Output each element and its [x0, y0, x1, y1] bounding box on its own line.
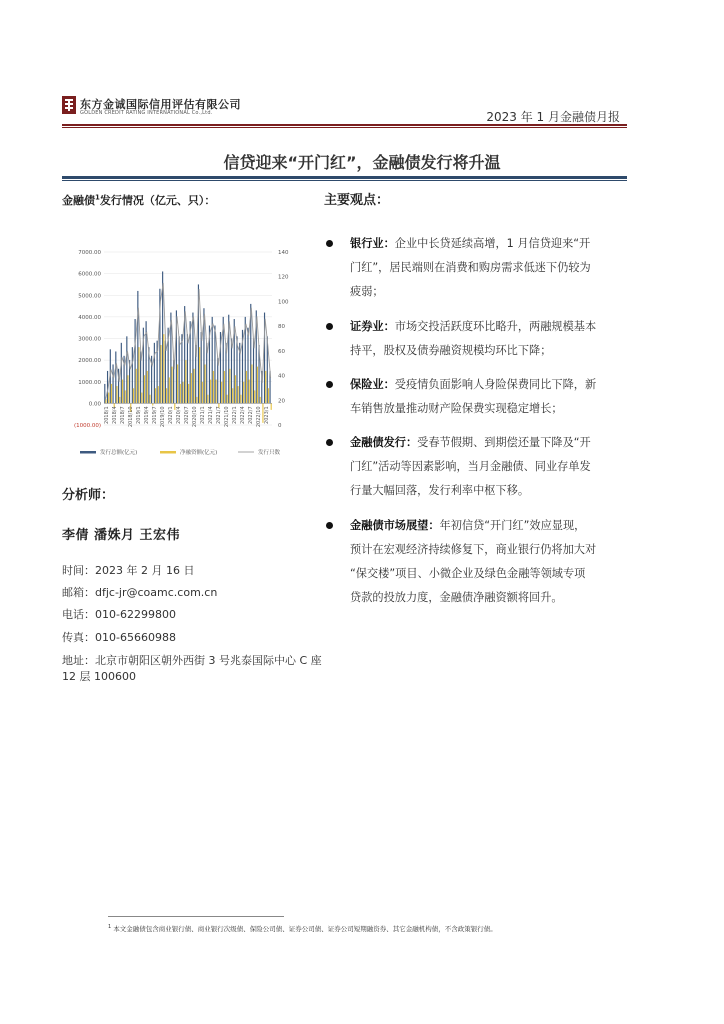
bullet-icon — [326, 522, 333, 529]
bullet-icon — [326, 381, 333, 388]
bar-net — [149, 395, 150, 404]
contact-phone: 电话：010-62299800 — [62, 608, 176, 621]
legend-swatch-total — [80, 451, 96, 454]
bar-total — [181, 334, 182, 403]
x-tick-label: 2021/7 — [216, 406, 222, 424]
bar-total — [214, 326, 215, 404]
bar-net — [191, 373, 192, 403]
bar-net — [235, 375, 236, 403]
chart-title: 金融债$^1$发行情况（亿元、只）： — [62, 193, 216, 207]
bar-net — [199, 347, 200, 403]
bar-total — [132, 347, 133, 403]
bar-net — [169, 377, 170, 403]
bar-net — [243, 382, 244, 404]
bar-net — [116, 386, 117, 403]
left-tick-label: 6000.00 — [78, 271, 101, 278]
bar-net — [260, 397, 261, 403]
bar-net — [141, 393, 142, 404]
x-tick-label: 2021/10 — [224, 406, 230, 428]
legend-label-count: 发行只数 — [258, 450, 281, 456]
viewpoint-bond-issuance: 金融债发行：受春节假期、到期偿还量下降及“开 门红”活动等因素影响，当月金融债、同业存单发 行量大幅回落，发行利率中枢下移。 — [350, 436, 591, 497]
bar-net — [221, 382, 222, 404]
analyst-heading: 分析师： — [62, 488, 115, 503]
left-tick-label: 1000.00 — [78, 379, 101, 386]
bar-net — [171, 367, 172, 404]
right-tick-label: 100 — [278, 299, 289, 306]
bar-net — [271, 403, 272, 409]
bar-net — [196, 397, 197, 403]
company-name-cn: 东方金诚国际信用评估有限公司 — [80, 98, 241, 111]
bar-net — [177, 364, 178, 403]
x-tick-label: 2022/7 — [248, 406, 254, 424]
bar-net — [185, 360, 186, 403]
right-tick-label: 40 — [278, 373, 285, 380]
right-tick-label: 0 — [278, 423, 282, 429]
footnote-rule — [108, 916, 284, 917]
bar-net — [205, 364, 206, 403]
bar-net — [251, 364, 252, 403]
bar-net — [268, 388, 269, 403]
bar-total — [135, 319, 136, 403]
x-tick-label: 2019/4 — [144, 406, 150, 424]
bar-net — [122, 380, 123, 404]
right-tick-label: 80 — [278, 324, 285, 331]
legend-label-total: 发行总额(亿元) — [100, 450, 138, 456]
x-tick-label: 2018/4 — [112, 406, 118, 424]
bar-net — [238, 386, 239, 403]
left-tick-label: (1000.00) — [73, 423, 101, 429]
bar-net — [166, 388, 167, 403]
bar-net — [155, 388, 156, 403]
left-tick-label: 3000.00 — [78, 336, 101, 343]
company-logo-icon — [62, 96, 76, 114]
bar-net — [160, 345, 161, 403]
viewpoint-market-outlook: 金融债市场展望：年初信贷“开门红”效应显现， 预计在宏观经济持续修复下，商业银行仍将加大对 “保交楼”项目、小微企业及绿色金融等领域专项 贷款的投放力度，金融债净融资额将回升。 — [350, 519, 597, 604]
bar-net — [265, 371, 266, 403]
legend-swatch-net — [160, 451, 176, 454]
bar-net — [136, 369, 137, 404]
x-tick-label: 2019/7 — [152, 406, 158, 424]
bar-net — [133, 388, 134, 403]
left-tick-label: 0.00 — [88, 401, 101, 408]
bar-net — [144, 375, 145, 403]
bar-net — [108, 393, 109, 404]
bullet-icon — [326, 240, 333, 247]
x-tick-label: 2018/7 — [120, 406, 126, 424]
bullet-icon — [326, 323, 333, 330]
bar-net — [194, 369, 195, 404]
publish-time: 时间：2023 年 2 月 16 日 — [62, 564, 195, 577]
viewpoint-banking: 银行业：企业中长贷延续高增，1 月信贷迎来“开 门红”，居民端则在消费和购房需求低迷下仍较为 疲弱； — [350, 237, 591, 298]
bar-net — [229, 369, 230, 404]
x-tick-label: 2020/10 — [192, 406, 198, 428]
bar-net — [147, 371, 148, 403]
right-tick-label: 60 — [278, 348, 285, 355]
bar-net — [152, 403, 153, 405]
bar-net — [111, 384, 112, 403]
bar-total — [192, 313, 193, 404]
contact-address-line2: 12 层 100600 — [62, 670, 136, 683]
x-tick-label: 2018/1 — [104, 406, 110, 424]
bar-net — [249, 380, 250, 404]
viewpoint-insurance: 保险业：受疫情负面影响人身险保费同比下降，新 车销售放量推动财产险保费实现稳定增长； — [350, 378, 597, 415]
bar-net — [210, 380, 211, 404]
contact-email: 邮箱：dfjc-jr@coamc.com.cn — [62, 586, 218, 599]
bar-net — [182, 382, 183, 404]
bar-total — [212, 317, 213, 404]
bar-net — [240, 395, 241, 404]
bar-net — [207, 395, 208, 404]
bar-net — [138, 347, 139, 403]
bar-net — [119, 397, 120, 403]
bar-total — [154, 343, 155, 404]
x-tick-label: 2023/1 — [264, 406, 270, 424]
right-tick-label: 120 — [278, 274, 289, 281]
bar-net — [232, 388, 233, 403]
bar-net — [188, 384, 189, 403]
x-tick-label: 2022/4 — [240, 406, 246, 424]
bar-net — [202, 382, 203, 404]
bar-net — [224, 371, 225, 403]
left-tick-label: 4000.00 — [78, 314, 101, 321]
x-tick-label: 2022/10 — [256, 406, 262, 428]
x-tick-label: 2019/1 — [136, 406, 142, 424]
left-tick-label: 2000.00 — [78, 358, 101, 365]
x-tick-label: 2021/4 — [208, 406, 214, 424]
contact-address: 地址：北京市朝阳区朝外西街 3 号兆泰国际中心 C 座 — [62, 654, 322, 667]
page-title: 信贷迎来“开门红”，金融债发行将升温 — [223, 153, 501, 172]
x-tick-label: 2022/1 — [232, 406, 238, 424]
header-rule — [62, 124, 627, 126]
bar-net — [227, 395, 228, 404]
right-tick-label: 140 — [278, 250, 289, 256]
bar-total — [179, 336, 180, 403]
x-tick-label: 2020/1 — [168, 406, 174, 424]
footnote: $^1$ 本文金融债包含商业银行债、商业银行次级债、保险公司债、证券公司债、证券公司短期融资券、其它金融机构债，不含政策银行债。 — [108, 924, 497, 934]
viewpoints-heading: 主要观点： — [324, 193, 390, 208]
bar-net — [246, 371, 247, 403]
x-tick-label: 2020/7 — [184, 406, 190, 424]
analyst-names: 李倩 潘姝月 王宏伟 — [62, 528, 181, 543]
bar-total — [201, 332, 202, 403]
bar-net — [127, 375, 128, 403]
left-tick-label: 5000.00 — [78, 293, 101, 300]
header-rule-thin — [62, 127, 627, 128]
legend-label-net: 净融资额(亿元) — [180, 450, 218, 456]
bar-total — [187, 334, 188, 403]
bar-net — [254, 390, 255, 403]
bar-total — [115, 351, 116, 403]
bar-net — [257, 367, 258, 404]
bar-net — [180, 384, 181, 403]
right-tick-label: 20 — [278, 398, 285, 405]
bar-net — [216, 380, 217, 404]
bar-total — [112, 364, 113, 403]
issuance-chart — [60, 240, 310, 465]
contact-fax: 传真：010-65660988 — [62, 631, 176, 644]
x-tick-label: 2020/4 — [176, 406, 182, 424]
bar-total — [121, 343, 122, 404]
bar-net — [163, 334, 164, 403]
title-rule-thin — [62, 180, 627, 181]
bar-total — [247, 328, 248, 404]
x-tick-label: 2021/1 — [200, 406, 206, 424]
x-tick-label: 2018/10 — [128, 406, 134, 428]
x-tick-label: 2019/10 — [160, 406, 166, 428]
report-name: 2023 年 1 月金融债月报 — [486, 110, 620, 124]
bar-net — [158, 386, 159, 403]
viewpoint-securities: 证券业：市场交投活跃度环比略升，两融规模基本 持平，股权及债券融资规模均环比下降； — [350, 320, 597, 357]
title-rule — [62, 176, 627, 179]
bar-net — [213, 371, 214, 403]
bar-total — [126, 336, 127, 403]
bar-net — [125, 390, 126, 403]
company-name-en: GOLDEN CREDIT RATING INTERNATIONAL Co.,Ltd. — [80, 110, 213, 116]
left-tick-label: 7000.00 — [78, 250, 101, 256]
bullet-icon — [326, 439, 333, 446]
bar-total — [104, 384, 105, 403]
